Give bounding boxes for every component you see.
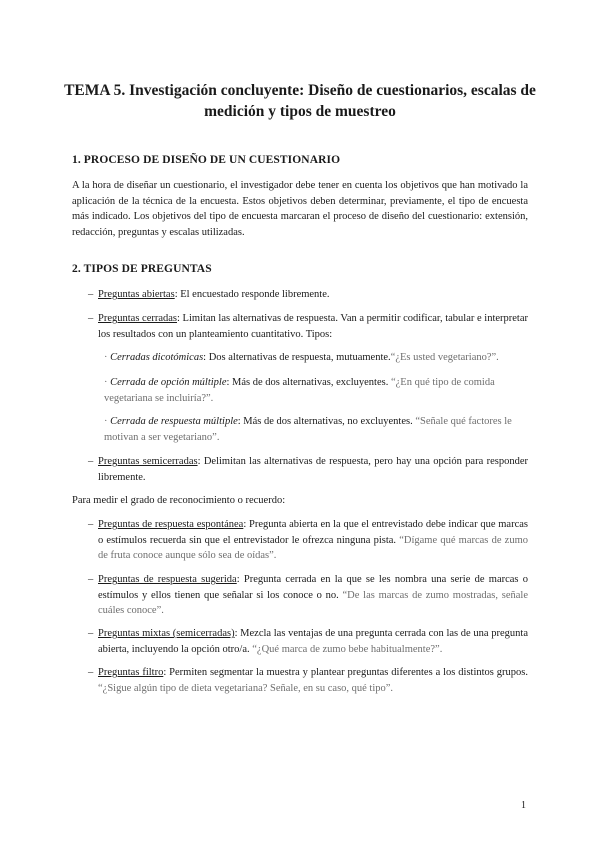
example: “¿Sigue algún tipo de dieta vegetariana? Señale, en su caso, qué tipo”. xyxy=(98,682,394,694)
definition: : Mezcla las ventajas de una pregunta cerrada con las de una pregunta abierta, incluyendo la opción otro/a. xyxy=(98,628,528,655)
definition: : El encuestado responde libremente. xyxy=(174,289,330,300)
term: Preguntas semicerradas xyxy=(98,456,198,467)
section-2-heading: 2. TIPOS DE PREGUNTAS xyxy=(72,263,212,275)
title-line-1: TEMA 5. Investigación concluyente: Diseño de cuestionarios, escalas de xyxy=(64,82,536,99)
term: Preguntas abiertas xyxy=(98,289,175,300)
dash-marker: – xyxy=(88,667,94,678)
dash-marker: – xyxy=(88,456,94,467)
example: “De las marcas de zumo mostradas, señale cuáles conoce”. xyxy=(98,589,528,616)
bullet-marker: · xyxy=(104,416,108,427)
list-item-respuesta-sugerida xyxy=(88,572,528,619)
list-item-preguntas-abiertas xyxy=(88,287,528,303)
dash-marker: – xyxy=(88,313,94,324)
definition: : Limitan las alternativas de respuesta. Van a permitir codificar, tabular e interpretar los resultados con un planteamiento cuantitativo. Tipos: xyxy=(98,313,529,340)
sub-item-dicotomicas xyxy=(104,350,528,366)
term: Preguntas cerradas xyxy=(98,313,178,324)
list-item-preguntas-filtro xyxy=(88,665,529,696)
example: “¿Qué marca de zumo bebe habitualmente?”. xyxy=(252,643,443,655)
dash-marker: – xyxy=(88,519,94,530)
dash-marker: – xyxy=(88,289,94,300)
list-item-preguntas-mixtas xyxy=(88,626,528,657)
example: “¿Es usted vegetariano?”. xyxy=(390,352,499,363)
term: Preguntas de respuesta sugerida xyxy=(98,574,237,585)
term: Preguntas filtro xyxy=(98,667,164,678)
term: Cerradas dicotómicas xyxy=(110,352,204,363)
list-item-preguntas-cerradas xyxy=(88,311,529,342)
definition: : Pregunta abierta en la que el entrevistado debe indicar que marcas o estímulos recuerda sin que el entrevistador le ofrezca ninguna pista. xyxy=(98,519,528,546)
title-line-2: medición y tipos de muestreo xyxy=(204,103,396,120)
list-item-preguntas-semicerradas xyxy=(88,454,528,485)
definition: : Delimitan las alternativas de respuesta, pero hay una opción para responder libremente. xyxy=(98,456,528,483)
term: Preguntas de respuesta espontánea xyxy=(98,519,244,530)
list-item-respuesta-espontanea xyxy=(88,517,529,564)
dash-marker: – xyxy=(88,628,94,639)
example: “¿En qué tipo de comida vegetariana se incluiría?”. xyxy=(104,377,495,404)
term: Cerrada de respuesta múltiple xyxy=(110,416,238,427)
definition: : Permiten segmentar la muestra y plantear preguntas diferentes a los distintos grupos. xyxy=(163,667,529,678)
term: Preguntas mixtas (semicerradas) xyxy=(98,628,235,639)
sub-item-respuesta-multiple xyxy=(104,414,528,445)
dash-marker: – xyxy=(88,574,94,585)
section-1-heading: 1. PROCESO DE DISEÑO DE UN CUESTIONARIO xyxy=(72,154,341,166)
recall-intro: Para medir el grado de reconocimiento o recuerdo: xyxy=(72,495,286,506)
term: Cerrada de opción múltiple xyxy=(110,377,227,388)
definition: : Dos alternativas de respuesta, mutuamente. xyxy=(203,352,391,363)
example: “Señale qué factores le motivan a ser vegetariano”. xyxy=(104,416,512,443)
page-number: 1 xyxy=(521,800,526,811)
definition: : Más de dos alternativas, no excluyentes. xyxy=(237,416,416,427)
document-title xyxy=(60,80,540,122)
bullet-marker: · xyxy=(104,377,108,388)
bullet-marker: · xyxy=(104,352,108,363)
definition: : Pregunta cerrada en la que se les nombra una serie de marcas o estímulos y ellos tienen que señalar si los conoce o no. xyxy=(98,574,528,601)
sub-item-opcion-multiple xyxy=(104,375,528,406)
definition: : Más de dos alternativas, excluyentes. xyxy=(226,377,391,388)
example: “Dígame qué marcas de zumo de fruta conoce aunque sólo sea de oídas”. xyxy=(98,534,529,561)
section-1-body: A la hora de diseñar un cuestionario, el investigador debe tener en cuenta los objetivos que han motivado la aplicación de la técnica de la encuesta. Estos objetivos deben determinar, previamente, el tipo de encuesta más indicado. Los objetivos del tipo de encuesta marcaran el proceso de diseño del cuestionario: extensión, redacción, preguntas y escalas utilizadas. xyxy=(72,180,528,238)
